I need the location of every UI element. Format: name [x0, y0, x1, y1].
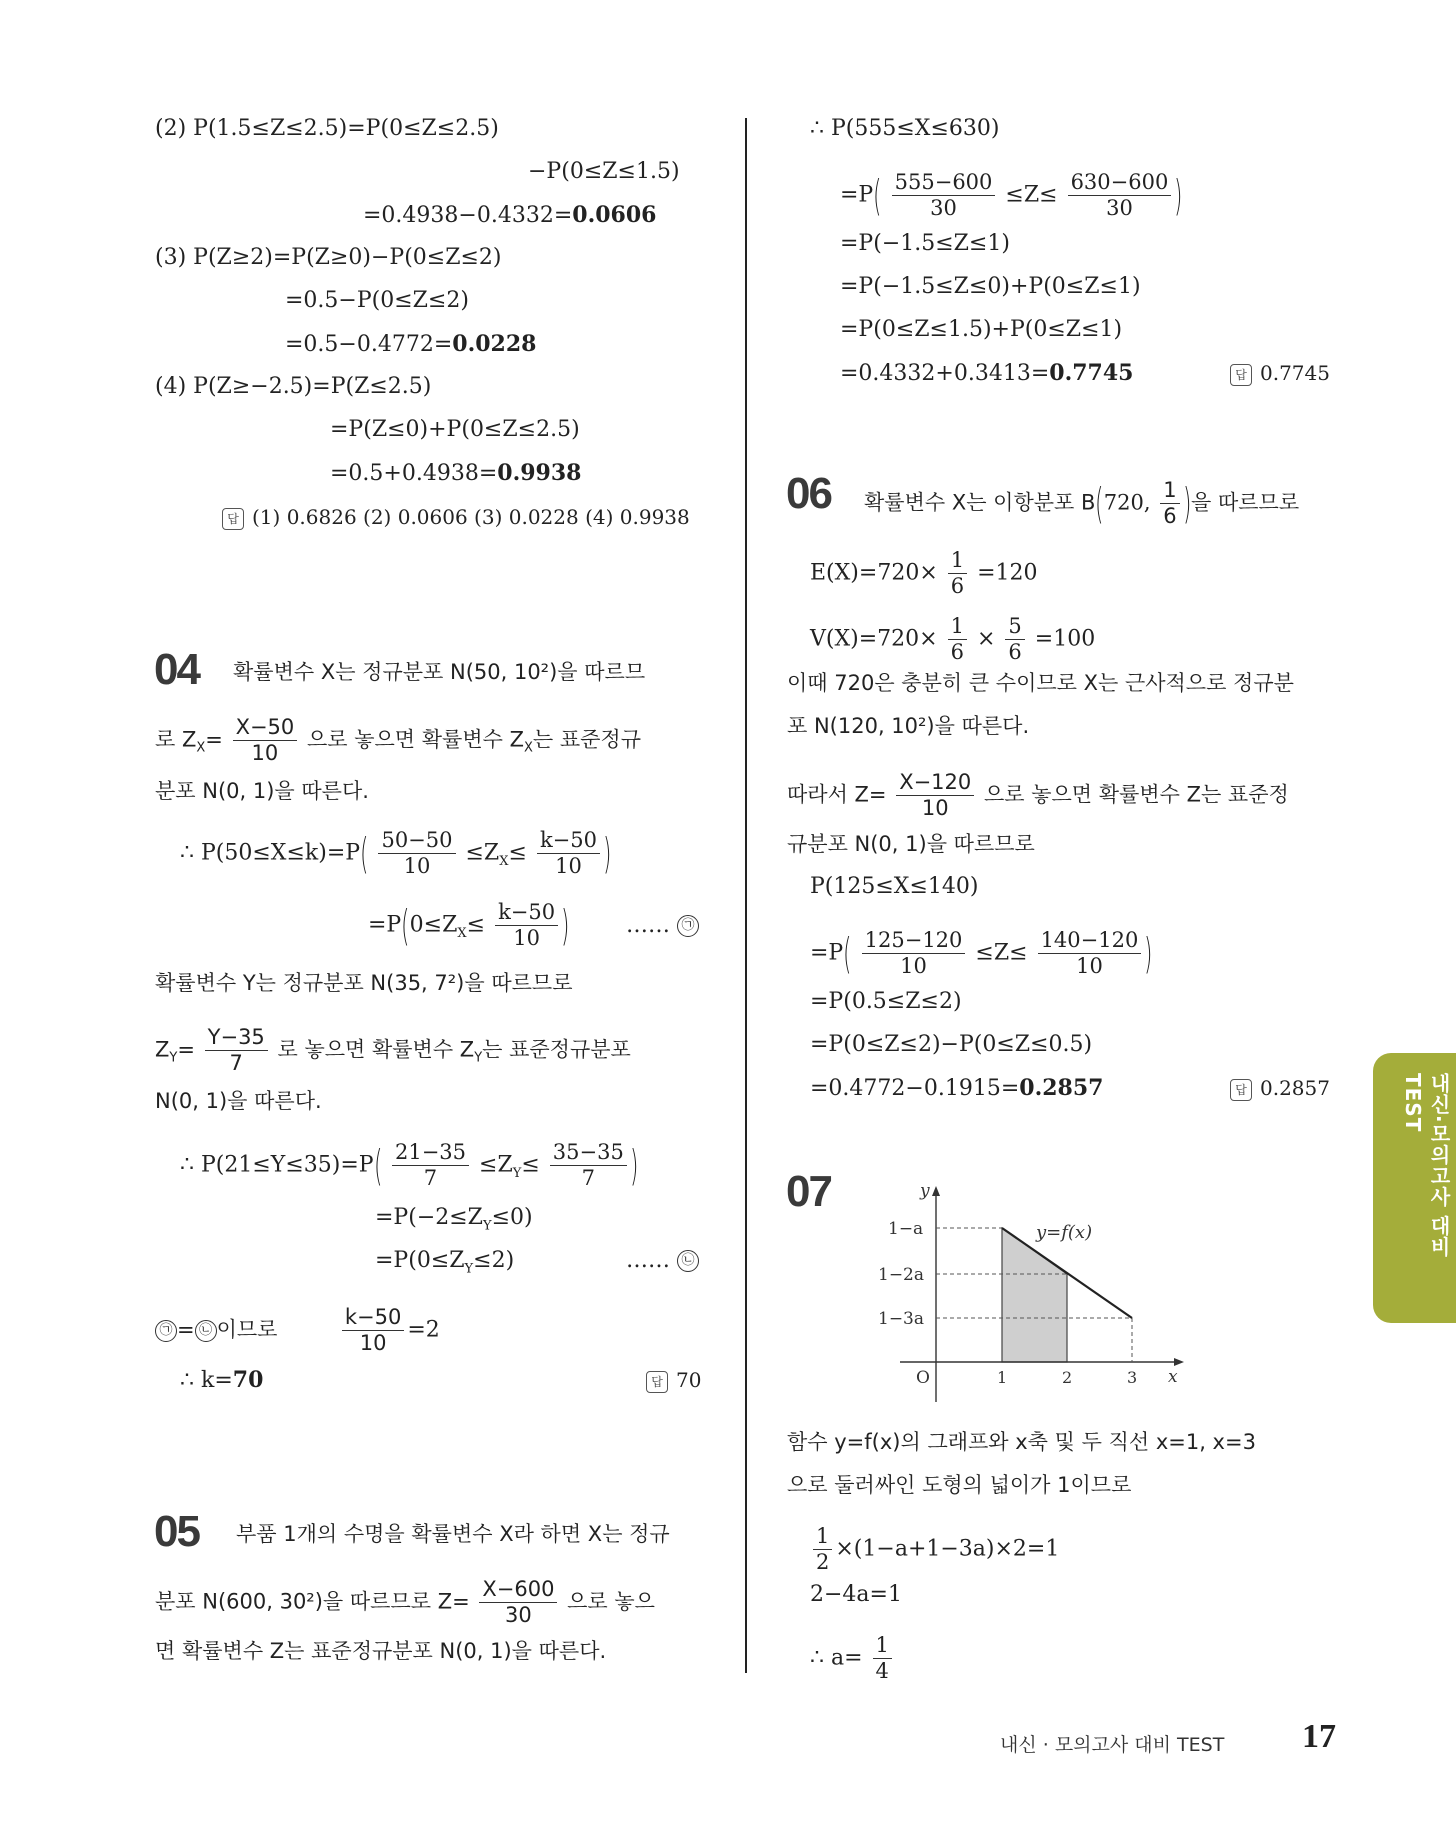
q05c-f2n: 630−600 — [1068, 170, 1172, 196]
q04-line13 — [180, 1365, 263, 1396]
q04-line5: $=P(0\le Z_X\le$ $\frac{k-50}{10}$ ) — [368, 900, 570, 950]
x-tick-1: 1 — [997, 1368, 1008, 1387]
q04-fraction-zx — [233, 715, 298, 766]
q04-l4-f2n: k−50 — [537, 828, 600, 854]
q06-l9-f1n: 125−120 — [862, 928, 966, 954]
q05c-frac1 — [892, 170, 996, 221]
q05-cont-line4: =P(−1.5≤Z≤0)+P(0≤Z≤1) — [840, 274, 1141, 299]
q06-l3-x: × — [976, 626, 996, 652]
q04-l4-mid: ≤Z — [465, 840, 500, 866]
y-axis-label: y — [920, 1181, 930, 1201]
q05-cont-line5: =P(0≤Z≤1.5)+P(0≤Z≤1) — [840, 317, 1123, 342]
q06-l3-frac2 — [1005, 614, 1024, 665]
q07-line3 — [810, 1524, 1059, 1575]
q06-l1-a: 확률변수 X는 이항분포 B — [864, 490, 1096, 515]
q06-l9-mid: ≤Z≤ — [975, 940, 1028, 966]
q06-l3-b: =100 — [1034, 626, 1096, 652]
q04-l2-c: 는 표준정규 — [532, 727, 641, 752]
q04-l12-frac — [342, 1305, 404, 1356]
q04-marker-1 — [626, 911, 699, 941]
q04-l4-f1n: 50−50 — [378, 828, 455, 854]
q06-l12-a: =0.4772−0.1915= — [810, 1076, 1020, 1101]
q04-l2-num: X−50 — [233, 715, 298, 741]
q04-l5-b: 0≤Z — [409, 912, 458, 938]
q04-l11-sub: Y — [464, 1261, 474, 1277]
q05-l2-num: X−600 — [479, 1577, 557, 1603]
p2-result: 0.0606 — [572, 202, 657, 228]
p2-line3 — [363, 200, 656, 231]
q04-l2-sub: X — [196, 740, 206, 756]
answer-icon: 답 — [1230, 1079, 1252, 1101]
q04-l12-eq: = — [177, 1317, 195, 1342]
p3-line2: =0.5−P(0≤Z≤2) — [285, 288, 469, 313]
q04-l5-fn: k−50 — [495, 900, 558, 926]
q06-l9-f2d: 10 — [1076, 954, 1103, 978]
q07-l5-a: ∴ a= — [810, 1645, 863, 1671]
q04-l9-mid2: ≤ — [521, 1152, 540, 1178]
p3-expr: =0.5−0.4772= — [285, 332, 453, 357]
q04-l7-den: 7 — [229, 1051, 243, 1075]
q04-l9-f2n: 35−35 — [550, 1140, 627, 1166]
q04-l9-mid: ≤Z — [479, 1152, 513, 1178]
q04-line9: ∴ P(21≤Y≤35)=P( $\frac{21-35}{7}$ $\le Z_Y\le$ $\frac{35-35}{7}$ ) — [180, 1140, 639, 1190]
q04-l9-a: ∴ P(21≤Y≤35)=P — [180, 1152, 374, 1178]
q06-l9-a: =P — [810, 940, 844, 966]
q06-l2-a: E(X)=720× — [810, 560, 938, 586]
q05-line1: 부품 1개의 수명을 확률변수 X라 하면 X는 정규 — [236, 1522, 670, 1546]
q05-l2-den: 30 — [505, 1603, 532, 1627]
q05-cont-line2: =P( $\frac{555-600}{30}$ ≤Z≤ $\frac{630-600}{30}$ ) — [840, 170, 1183, 220]
p4-expr: =0.5+0.4938= — [330, 461, 498, 486]
q06-l2-frac — [948, 548, 967, 599]
q04-l4-f1d: 10 — [403, 854, 431, 878]
q04-l4-midsub: X — [499, 853, 509, 869]
q06-l3-frac1 — [948, 614, 967, 665]
p3-result: 0.0228 — [452, 331, 537, 357]
q06-l6-fd: 10 — [921, 796, 949, 820]
question-number-04: 04 — [154, 645, 199, 694]
q04-l5-dots: …… — [626, 913, 670, 938]
q06-l2-fd: 6 — [950, 574, 965, 598]
q04-l7-c: 는 표준정규분포 — [482, 1037, 631, 1062]
q04-l2-eq: = — [205, 727, 223, 752]
x-tick-3: 3 — [1127, 1368, 1138, 1387]
circle-label-1: ㉠ — [677, 915, 699, 937]
q06-line12 — [810, 1073, 1103, 1104]
q04-line4: ∴ P(50≤X≤k)=P( $\frac{50-50}{10}$ $\le Z_X\le$ $\frac{k-50}{10}$ ) — [180, 828, 612, 878]
q06-l3-f2d: 6 — [1008, 640, 1022, 664]
q04-l7-eq: = — [177, 1037, 195, 1062]
q04-line12 — [155, 1305, 440, 1356]
answer-04 — [646, 1365, 701, 1395]
q04-l2-a: 로 Z — [155, 727, 197, 752]
x-tick-2: 2 — [1062, 1368, 1073, 1387]
q07-graph — [870, 1180, 1190, 1405]
q06-l9-f1d: 10 — [900, 954, 927, 978]
q06-l3-a: V(X)=720× — [810, 626, 938, 652]
q06-l2-b: =120 — [977, 560, 1038, 586]
q06-line6 — [787, 770, 1289, 821]
p2-expr: =0.4938−0.4332= — [363, 203, 573, 228]
circle-label-2b: ㉡ — [195, 1320, 217, 1342]
q04-l12-fd: 10 — [359, 1331, 387, 1355]
q06-l9-f2n: 140−120 — [1038, 928, 1142, 954]
q04-l9-midsub: Y — [512, 1165, 522, 1181]
p3-line3 — [285, 329, 536, 360]
y-tick-1: 1−a — [888, 1219, 924, 1239]
circle-label-1b: ㉠ — [155, 1320, 177, 1342]
q07-l5-fd: 4 — [875, 1659, 889, 1683]
side-tab-label: 내신·모의고사 대비 TEST — [1401, 1073, 1451, 1258]
q04-l13-a: ∴ k= — [180, 1368, 233, 1393]
p4-line1: (4) P(Z≥−2.5)=P(Z≤2.5) — [155, 374, 432, 399]
q04-l11-a: =P(0≤Z — [375, 1248, 465, 1273]
q04-l5-frac — [495, 900, 558, 951]
q06-l2-fn: 1 — [948, 548, 967, 574]
q04-l4-mid2: ≤ — [508, 840, 527, 866]
question-number-07: 07 — [786, 1167, 831, 1216]
y-tick-2: 1−2a — [878, 1265, 925, 1285]
answer-icon: 답 — [646, 1371, 668, 1393]
q06-l6-fn: X−120 — [896, 770, 974, 796]
q07-l5-frac — [873, 1633, 892, 1684]
q04-line6: 확률변수 Y는 정규분포 N(35, 7²)을 따르므로 — [155, 971, 573, 995]
answer-icon: 답 — [222, 508, 244, 530]
q04-l12-a: 이므로 — [216, 1317, 278, 1342]
q06-l6-b: 으로 놓으면 확률변수 Z는 표준정 — [983, 782, 1289, 807]
q04-l9-f1d: 7 — [423, 1166, 438, 1190]
p4-result: 0.9938 — [497, 460, 582, 486]
q04-line10 — [375, 1203, 533, 1241]
answer-06-text: 0.2857 — [1260, 1076, 1330, 1100]
q04-l5-fd: 10 — [513, 926, 540, 950]
q05-l2-b: 으로 놓으 — [567, 1589, 655, 1614]
q04-l7-sub2: Y — [474, 1050, 483, 1066]
q04-l2-sub2: X — [523, 740, 533, 756]
q04-line1: 확률변수 X는 정규분포 N(50, 10²)을 따르므 — [233, 660, 646, 684]
q04-l10-a: =P(−2≤Z — [375, 1205, 483, 1230]
q07-line2: 으로 둘러싸인 도형의 넓이가 1이므로 — [787, 1473, 1132, 1497]
shaded-region — [1002, 1228, 1067, 1362]
q04-line2 — [155, 715, 641, 766]
q04-line11 — [375, 1246, 514, 1284]
q05-cont-line3: =P(−1.5≤Z≤1) — [840, 231, 1010, 256]
q06-l1-fd: 6 — [1163, 504, 1177, 528]
question-number-06: 06 — [786, 469, 831, 518]
q04-l9-frac2 — [550, 1140, 627, 1191]
q04-marker-2 — [626, 1246, 699, 1276]
q06-line11: =P(0≤Z≤2)−P(0≤Z≤0.5) — [810, 1032, 1093, 1057]
q04-l5-sub: X — [457, 925, 467, 941]
q06-line8: P(125≤X≤140) — [810, 874, 979, 899]
q06-line1: 확률변수 X는 이항분포 B(720, $\frac{1}{6}$ )을 따르므로 — [864, 478, 1300, 528]
q06-l12-b: 0.2857 — [1019, 1075, 1104, 1101]
q05-line2 — [155, 1577, 655, 1628]
q05c-f1n: 555−600 — [892, 170, 996, 196]
x-axis-label: x — [1168, 1367, 1178, 1387]
question-number-05: 05 — [154, 1507, 199, 1556]
q04-l13-b: 70 — [232, 1367, 264, 1393]
y-tick-3: 1−3a — [878, 1309, 925, 1329]
q05c-mid: ≤Z≤ — [1005, 182, 1058, 208]
q06-l9-frac2 — [1038, 928, 1142, 979]
q06-l1-frac — [1160, 478, 1179, 529]
q06-line5: 포 N(120, 10²)을 따른다. — [787, 714, 1030, 738]
q07-l5-fn: 1 — [873, 1633, 892, 1659]
q07-line5 — [810, 1633, 895, 1684]
q05-fraction — [479, 1577, 557, 1628]
answer-05-text: 0.7745 — [1260, 361, 1330, 385]
origin-label: O — [916, 1368, 930, 1388]
q05c-l6-b: 0.7745 — [1049, 360, 1134, 386]
q05-cont-line1: ∴ P(555≤X≤630) — [810, 116, 1000, 141]
q06-l1-b: 720, — [1103, 490, 1158, 515]
q06-l6-a: 따라서 Z= — [787, 782, 887, 807]
q04-line3: 분포 N(0, 1)을 따른다. — [155, 779, 369, 803]
q06-l3-f1n: 1 — [948, 614, 967, 640]
q04-l5-c: ≤ — [466, 912, 486, 938]
q06-line9: =P( $\frac{125-120}{10}$ ≤Z≤ $\frac{140-120}{10}$ ) — [810, 928, 1153, 978]
q06-l1-c: 을 따르므로 — [1191, 490, 1300, 515]
q06-line10: =P(0.5≤Z≤2) — [810, 989, 962, 1014]
q06-l1-fn: 1 — [1160, 478, 1179, 504]
q04-l7-a: Z — [155, 1037, 170, 1062]
q04-l2-b: 으로 놓으면 확률변수 Z — [306, 727, 524, 752]
p3-line1: (3) P(Z≥2)=P(Z≥0)−P(0≤Z≤2) — [155, 245, 502, 270]
q07-l3-b: ×(1−a+1−3a)×2=1 — [835, 1536, 1060, 1562]
q07-l3-fd: 2 — [816, 1550, 830, 1574]
p2-line1: (2) P(1.5≤Z≤2.5)=P(0≤Z≤2.5) — [155, 116, 499, 141]
q06-l6-frac — [896, 770, 974, 821]
q04-l4-f2d: 10 — [555, 854, 582, 878]
q06-l9-frac1 — [862, 928, 966, 979]
q04-fraction-zy — [205, 1025, 268, 1076]
q04-l10-b: ≤0) — [491, 1205, 533, 1230]
q07-l3-frac — [813, 1524, 832, 1575]
answer-05 — [1230, 358, 1330, 388]
q06-line3 — [810, 614, 1095, 665]
q04-l5-a: =P — [368, 912, 402, 938]
q04-l2-den: 10 — [251, 741, 279, 765]
q07-line1: 함수 y=f(x)의 그래프와 x축 및 두 직선 x=1, x=3 — [787, 1430, 1256, 1454]
q06-line7: 규분포 N(0, 1)을 따르므로 — [787, 832, 1035, 856]
x-arrow — [1174, 1358, 1184, 1366]
q04-l7-sub: Y — [169, 1050, 178, 1066]
q04-l4-frac2 — [537, 828, 600, 879]
p2-line2: −P(0≤Z≤1.5) — [528, 159, 680, 184]
q05c-f2d: 30 — [1106, 196, 1133, 220]
q04-l4-a: ∴ P(50≤X≤k)=P — [180, 840, 361, 866]
curve-label: y=f(x) — [1036, 1222, 1093, 1243]
q04-l10-sub: Y — [482, 1218, 492, 1234]
q06-l3-f2n: 5 — [1005, 614, 1024, 640]
q04-line7 — [155, 1025, 631, 1076]
q05-l2-a: 분포 N(600, 30²)을 따르므로 Z= — [155, 1589, 470, 1614]
q05c-f1d: 30 — [930, 196, 957, 220]
q05-line3: 면 확률변수 Z는 표준정규분포 N(0, 1)을 따른다. — [155, 1639, 607, 1663]
p4-line2: =P(Z≤0)+P(0≤Z≤2.5) — [330, 417, 580, 442]
page-number: 17 — [1302, 1718, 1336, 1755]
q05c-l2-a: =P — [840, 182, 874, 208]
q05-cont-line6 — [840, 358, 1133, 389]
q05c-frac2 — [1068, 170, 1172, 221]
q07-l3-fn: 1 — [813, 1524, 832, 1550]
y-arrow — [932, 1186, 940, 1196]
footer-title: 내신 · 모의고사 대비 TEST — [1000, 1734, 1225, 1756]
q04-line8: N(0, 1)을 따른다. — [155, 1089, 322, 1113]
q06-line2 — [810, 548, 1038, 599]
q06-l3-f1d: 6 — [950, 640, 964, 664]
q04-l9-frac1 — [392, 1140, 469, 1191]
q04-l11-dots: …… — [626, 1248, 670, 1273]
side-tab — [1373, 1053, 1456, 1323]
q07-line4: 2−4a=1 — [810, 1582, 902, 1607]
column-divider — [745, 118, 747, 1673]
q04-l12-b: =2 — [407, 1317, 440, 1343]
answer-03 — [222, 502, 690, 532]
answer-06 — [1230, 1073, 1330, 1103]
q04-l4-frac1 — [378, 828, 455, 879]
q04-l11-b: ≤2) — [473, 1248, 515, 1273]
circle-label-2: ㉡ — [677, 1250, 699, 1272]
p4-line3 — [330, 458, 581, 489]
answer-03-text: (1) 0.6826 (2) 0.0606 (3) 0.0228 (4) 0.9938 — [252, 505, 690, 529]
q04-l9-f1n: 21−35 — [392, 1140, 469, 1166]
q04-l7-b: 로 놓으면 확률변수 Z — [277, 1037, 475, 1062]
answer-04-text: 70 — [676, 1368, 702, 1392]
answer-icon: 답 — [1230, 364, 1252, 386]
q05c-l6-a: =0.4332+0.3413= — [840, 361, 1050, 386]
q04-l9-f2d: 7 — [581, 1166, 595, 1190]
q04-l7-num: Y−35 — [205, 1025, 268, 1051]
q06-line4: 이때 720은 충분히 큰 수이므로 X는 근사적으로 정규분 — [787, 671, 1294, 695]
q04-l12-fn: k−50 — [342, 1305, 404, 1331]
